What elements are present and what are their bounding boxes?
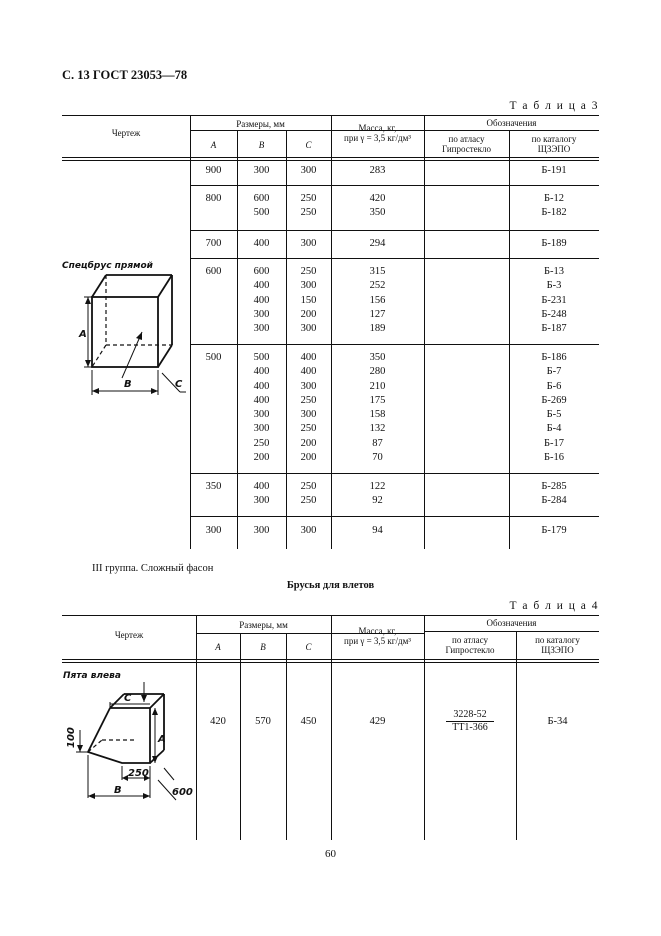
- table4-cell-b: 570: [255, 716, 271, 727]
- dim-600-label: 600: [172, 787, 193, 798]
- table4-col-mass: Масса, кг, при γ = 3,5 кг/дм³: [344, 626, 411, 646]
- table4-atlas-fraction: [424, 709, 516, 734]
- table3-cell-mass: 94: [372, 525, 383, 536]
- table3-cell-a: 800: [205, 193, 222, 204]
- table4-col-drawing: Чертеж: [114, 630, 144, 640]
- dim-a-label: A: [158, 734, 166, 745]
- table3-cell-mass: 350 280 210 175 158 132 87 70: [369, 352, 386, 464]
- table3-cell-b: 500 400 400 400 300 300 250 200: [253, 352, 270, 464]
- table3-col-c: C: [305, 140, 312, 150]
- table3-cell-catalog: Б-179: [541, 525, 567, 536]
- table3-cell-catalog: Б-189: [541, 238, 567, 249]
- table3-cell-c: 300: [300, 238, 317, 249]
- table3-title: Т а б л и ц а 3: [509, 100, 599, 112]
- dim-100-label: 100: [66, 727, 77, 748]
- table3-cell-b: 300: [253, 165, 270, 176]
- table4-col-b: B: [260, 642, 266, 652]
- table3-cell-mass: 315 252 156 127 189: [369, 266, 386, 335]
- table3-cell-a: 500: [205, 352, 222, 363]
- table3-cell-catalog: Б-13 Б-3 Б-231 Б-248 Б-187: [541, 266, 567, 335]
- table4-col-designation: Обозначения: [486, 618, 537, 628]
- table3-cell-b: 300: [253, 525, 270, 536]
- dim-b-label: B: [114, 785, 122, 796]
- svg-text:C: C: [175, 379, 183, 390]
- atlas-denominator: ТТ1-366: [452, 722, 488, 733]
- table3-cell-c: 250 250: [300, 481, 317, 507]
- table3-cell-catalog: Б-186 Б-7 Б-6 Б-269 Б-5 Б-4 Б-17 Б-16: [541, 352, 567, 464]
- table3-cell-c: 250 300 150 200 300: [300, 266, 317, 335]
- atlas-numerator: 3228-52: [453, 709, 487, 720]
- dim-250-label: 250: [128, 768, 149, 779]
- table3-cell-b: 400 300: [253, 481, 270, 507]
- table3-cell-b: 600 400 400 300 300: [253, 266, 270, 335]
- table3-cell-a: 900: [205, 165, 222, 176]
- table4-cell-a: 420: [210, 716, 226, 727]
- table4-title: Т а б л и ц а 4: [509, 600, 599, 612]
- table3-cell-mass: 420 350: [369, 193, 386, 219]
- table4-cell-c: 450: [300, 716, 317, 727]
- table3-cell-c: 300: [300, 525, 317, 536]
- table3-cell-mass: 122 92: [369, 481, 386, 507]
- svg-text:B: B: [124, 379, 132, 390]
- table3-cell-c: 400 400 300 250 300 250 200 200: [300, 352, 317, 464]
- table3-cell-b: 400: [253, 238, 270, 249]
- table3-col-catalog: по каталогу ЩЗЭПО: [531, 134, 577, 154]
- table3-col-sizes: Размеры, мм: [236, 119, 285, 129]
- table3-cell-catalog: Б-191: [541, 165, 567, 176]
- table3-col-mass: Масса, кг, при γ = 3,5 кг/дм³: [344, 123, 411, 143]
- page-header: С. 13 ГОСТ 23053—78: [62, 68, 188, 82]
- table3-cell-a: 600: [205, 266, 222, 277]
- bevel-block-drawing: [62, 680, 196, 810]
- table3-cell-catalog: Б-12 Б-182: [541, 193, 567, 219]
- table4-cell-catalog: Б-34: [547, 716, 568, 727]
- table4-cell-mass: 429: [369, 716, 386, 727]
- table3-col-b: B: [258, 140, 265, 150]
- table3-cell-a: 700: [205, 238, 222, 249]
- table4-col-c: C: [305, 642, 312, 652]
- section-title: Брусья для влетов: [286, 580, 375, 591]
- dim-c-label: C: [124, 693, 132, 704]
- table3-cell-c: 250 250: [300, 193, 317, 219]
- table3-cell-mass: 283: [369, 165, 386, 176]
- table3-cell-a: 350: [205, 481, 222, 492]
- table4-col-a: A: [215, 642, 221, 652]
- section-group: III группа. Сложный фасон: [92, 563, 214, 574]
- table3-cell-a: 300: [205, 525, 222, 536]
- table3-col-drawing: Чертеж: [111, 128, 141, 138]
- table4-col-catalog: по каталогу ЩЗЭПО: [535, 635, 580, 655]
- table3-col-designation: Обозначения: [486, 118, 537, 128]
- table4-col-sizes: Размеры, мм: [239, 620, 288, 630]
- table4-col-atlas: по атласу Гипростекло: [445, 635, 495, 655]
- table3-cell-catalog: Б-285 Б-284: [541, 481, 567, 507]
- table3-cell-c: 300: [300, 165, 317, 176]
- table3-cell-b: 600 500: [253, 193, 270, 219]
- box-drawing: [62, 270, 190, 400]
- page-number: 60: [325, 848, 336, 860]
- svg-text:A: A: [79, 329, 87, 340]
- table3-cell-mass: 294: [369, 238, 386, 249]
- table3-col-a: A: [210, 140, 217, 150]
- table3-col-atlas: по атласу Гипростекло: [441, 134, 491, 154]
- table3-figure-label: Спецбрус прямой: [62, 261, 153, 271]
- table4-figure-label: Пята влева: [63, 671, 121, 681]
